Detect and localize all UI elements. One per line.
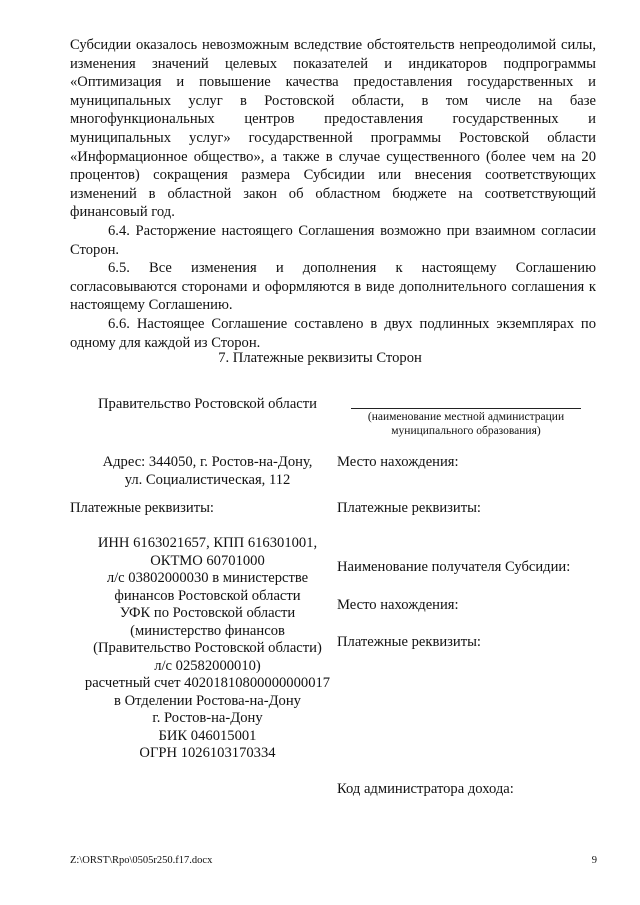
left-detail-line: (Правительство Ростовской области): [93, 640, 322, 656]
left-detail-line: ОГРН 1026103170334: [139, 745, 276, 761]
left-detail-line: л/с 03802000030 в министерстве: [106, 570, 309, 586]
caption-line-2: муниципального образования): [391, 424, 541, 437]
left-detail-line: расчетный счет 40201810800000000017: [84, 675, 331, 691]
left-detail-line: ИНН 6163021657, КПП 616301001,: [97, 535, 318, 551]
left-party-name: Правительство Ростовской области: [98, 396, 317, 412]
right-payment-label: Платежные реквизиты:: [337, 500, 481, 516]
paragraph-continuation: Субсидии оказалось невозможным вследствие обстоятельств непреодолимой силы, изменения значений целевых показателей и индикаторов подпрограммы «Оптимизация и повышение качества предоставления государственных и муниципальных услуг в Ростовской области, в том числе на базе многофункциональных центров предоставления государственных и муниципальных услуг» государственной программы Ростовской области «Информационное общество», а также в случае существенного (более чем на 20 процентов) сокращения размера Субсидии или внесения соответствующих изменений в областной закон об областном бюджете на соответствующий финансовый год.: [70, 37, 596, 221]
right-location-label-2: Место нахождения:: [337, 597, 459, 613]
left-detail-line: финансов Ростовской области: [114, 587, 301, 604]
left-payment-label: Платежные реквизиты:: [70, 500, 214, 516]
footer-file-path: Z:\ORST\Rpo\0505r250.f17.docx: [70, 855, 213, 866]
right-recipient-label: Наименование получателя Субсидии:: [337, 559, 571, 575]
right-signature-block: [337, 394, 597, 438]
paragraph-6-5: 6.5. Все изменения и дополнения к настоящему Соглашению согласовываются сторонами и оформляются в виде дополнительного соглашения к настоящему Соглашению.: [70, 260, 596, 314]
right-location-label: Место нахождения:: [337, 454, 459, 470]
left-detail-line: БИК 046015001: [158, 727, 257, 744]
caption-line-1: (наименование местной администрации: [367, 411, 565, 423]
name-blank-line: [351, 394, 581, 409]
left-detail-line: в Отделении Ростова-на-Дону: [114, 692, 301, 709]
agreement-body: [70, 36, 596, 352]
paragraph-6-4: 6.4. Расторжение настоящего Соглашения возможно при взаимном согласии Сторон.: [70, 222, 596, 258]
paragraph-6-6: 6.6. Настоящее Соглашение составлено в двух подлинных экземплярах по одному для каждой из Сторон.: [70, 315, 596, 351]
left-address-line-2: ул. Социалистическая, 112: [124, 471, 291, 488]
left-address-line-1: Адрес: 344050, г. Ростов-на-Дону,: [102, 454, 313, 470]
name-caption: [337, 411, 595, 438]
left-detail-line: г. Ростов-на-Дону: [152, 710, 263, 726]
left-detail-line: (министерство финансов: [130, 622, 285, 639]
left-address: [70, 454, 345, 489]
left-detail-line: УФК по Ростовской области: [119, 605, 296, 621]
footer-page-number: 9: [591, 855, 597, 866]
right-payment-label-2: Платежные реквизиты:: [337, 634, 481, 650]
left-detail-line: ОКТМО 60701000: [150, 552, 265, 569]
section-title-payment-details: 7. Платежные реквизиты Сторон: [218, 350, 422, 366]
left-detail-line: л/с 02582000010): [154, 657, 261, 674]
left-payment-details: [70, 535, 345, 763]
right-revenue-code-label: Код администратора дохода:: [337, 781, 514, 797]
